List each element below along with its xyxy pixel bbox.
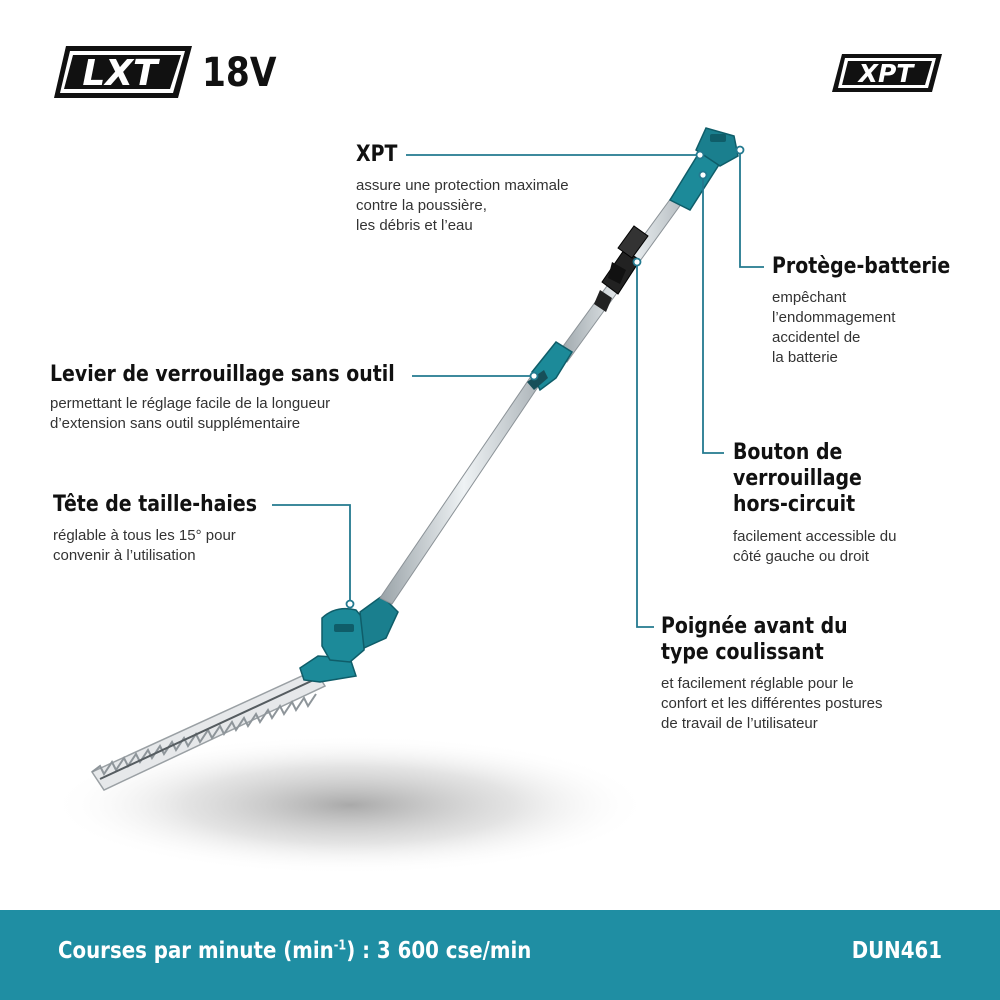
callout-front-grip-desc: [661, 674, 883, 734]
callout-head-title: Tête de taille-haies: [53, 492, 257, 517]
callout-battery-guard-line: l’endommagement: [772, 309, 896, 326]
callout-front-grip-title-line: Poignée avant du: [661, 614, 848, 639]
callout-front-grip-line: confort et les différentes postures: [661, 695, 883, 712]
callout-battery-guard-line: accidentel de: [772, 329, 861, 346]
callout-lock-off-button-title-line: hors-circuit: [733, 492, 856, 517]
callout-lock-off-button-title-line: Bouton de: [733, 440, 843, 465]
callout-lock-lever-title: Levier de verrouillage sans outil: [50, 362, 395, 387]
callout-lock-lever-line: d’extension sans outil supplémentaire: [50, 415, 301, 432]
callout-xpt-line: contre la poussière,: [356, 197, 487, 214]
callout-battery-guard-desc: [772, 288, 895, 368]
callout-lock-off-button-line: facilement accessible du: [733, 528, 897, 545]
callout-lock-off-button-title: [733, 440, 883, 518]
callout-front-grip-line: de travail de l’utilisateur: [661, 715, 818, 732]
callout-front-grip-line: et facilement réglable pour le: [661, 675, 854, 692]
callout-xpt-title: XPT: [356, 142, 398, 167]
leader-head: [272, 505, 350, 604]
spec-suffix: ) : 3 600 cse/min: [346, 938, 532, 964]
callout-lock-off-button-desc: [733, 527, 896, 567]
trimmer-head: [300, 596, 398, 682]
callout-lock-off-button-line: côté gauche ou droit: [733, 548, 869, 565]
callout-front-grip-title: [661, 614, 878, 666]
xpt-logo-text: XPT: [858, 59, 914, 88]
callout-head-desc: [53, 526, 236, 566]
model-number: DUN461: [851, 938, 942, 964]
callout-xpt-line: les débris et l’eau: [356, 217, 473, 234]
spec-superscript: -1: [333, 938, 347, 954]
callout-battery-guard-line: empêchant: [772, 289, 847, 306]
footer-banner: [0, 910, 1000, 1000]
motor-housing: [670, 128, 738, 210]
spec-strokes-per-minute: [58, 938, 531, 964]
callout-battery-guard-line: la batterie: [772, 349, 838, 366]
spec-prefix: Courses par minute (min: [58, 938, 334, 964]
callout-battery-guard-title: Protège-batterie: [772, 254, 951, 279]
voltage-label: 18V: [202, 50, 277, 96]
callout-head-line: réglable à tous les 15° pour: [53, 527, 236, 544]
leader-lock-off-button: [703, 175, 724, 453]
callout-lock-lever-line: permettant le réglage facile de la longueur: [50, 395, 331, 412]
front-grip: [594, 226, 648, 312]
callout-xpt-desc: [356, 176, 569, 236]
leader-front-grip: [637, 262, 654, 627]
callout-head-line: convenir à l’utilisation: [53, 547, 196, 564]
lock-lever-collar: [527, 342, 572, 390]
callout-lock-off-button-title-line: verrouillage: [733, 466, 862, 491]
callout-front-grip-title-line: type coulissant: [661, 640, 824, 665]
lxt-logo-text: LXT: [82, 53, 158, 94]
callout-lock-lever-desc: [50, 394, 330, 434]
callout-xpt-line: assure une protection maximale: [356, 177, 569, 194]
leader-battery-guard: [740, 150, 764, 267]
